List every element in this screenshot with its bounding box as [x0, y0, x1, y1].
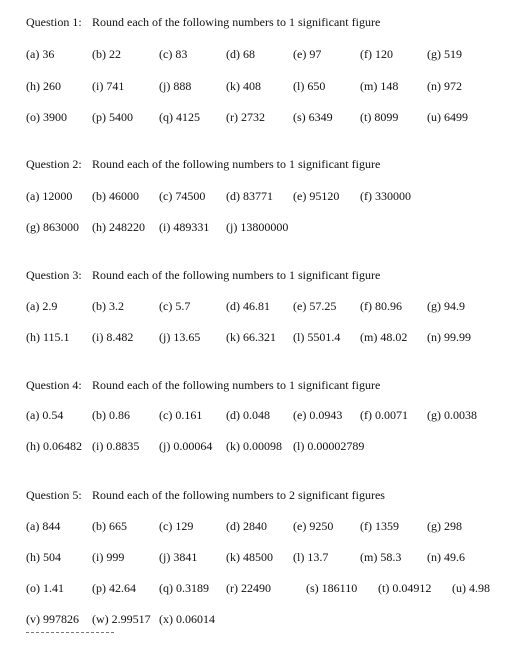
question-label: Question 1: — [26, 15, 82, 29]
question-item: (n) 49.6 — [427, 550, 465, 564]
question-item: (l) 0.00002789 — [293, 439, 365, 453]
question-item: (q) 0.3189 — [159, 581, 209, 595]
question-item: (b) 0.86 — [92, 408, 130, 422]
question-item: (i) 8.482 — [92, 330, 134, 344]
question-item: (j) 888 — [159, 79, 192, 93]
question-item: (q) 4125 — [159, 110, 200, 124]
question-item: (i) 489331 — [159, 220, 210, 234]
question-item: (m) 58.3 — [360, 550, 402, 564]
question-item: (l) 5501.4 — [293, 330, 341, 344]
question-item: (r) 2732 — [226, 110, 265, 124]
question-item: (e) 57.25 — [293, 299, 337, 313]
question-item: (d) 68 — [226, 47, 255, 61]
question-3-heading — [26, 268, 380, 283]
question-instruction: Round each of the following numbers to 1 significant figure — [92, 268, 381, 282]
question-item: (p) 42.64 — [92, 581, 136, 595]
question-item: (f) 1359 — [360, 519, 399, 533]
question-item: (s) 6349 — [293, 110, 333, 124]
question-item: (e) 97 — [293, 47, 322, 61]
question-item: (r) 22490 — [226, 581, 271, 595]
question-item: (b) 46000 — [92, 189, 139, 203]
question-item: (b) 3.2 — [92, 299, 124, 313]
question-item: (c) 129 — [159, 519, 194, 533]
question-item: (k) 408 — [226, 79, 261, 93]
question-item: (f) 330000 — [360, 189, 411, 203]
question-item: (b) 665 — [92, 519, 127, 533]
question-item: (d) 46.81 — [226, 299, 270, 313]
question-item: (g) 519 — [427, 47, 462, 61]
question-item: (b) 22 — [92, 47, 121, 61]
question-item: (u) 6499 — [427, 110, 468, 124]
question-item: (i) 741 — [92, 79, 125, 93]
question-item: (c) 83 — [159, 47, 188, 61]
question-item: (d) 83771 — [226, 189, 273, 203]
question-item: (g) 863000 — [26, 220, 79, 234]
question-item: (t) 0.04912 — [378, 581, 432, 595]
question-item: (g) 94.9 — [427, 299, 465, 313]
question-item: (u) 4.98 — [452, 581, 490, 595]
question-instruction: Round each of the following numbers to 1 significant figure — [92, 378, 381, 392]
question-item: (w) 2.99517 — [92, 612, 151, 626]
question-item: (s) 186110 — [306, 581, 358, 595]
question-instruction: Round each of the following numbers to 2 significant figures — [92, 488, 385, 502]
question-item: (l) 650 — [293, 79, 326, 93]
question-item: (i) 0.8835 — [92, 439, 140, 453]
question-item: (h) 504 — [26, 550, 61, 564]
question-item: (j) 13.65 — [159, 330, 201, 344]
question-item: (o) 3900 — [26, 110, 67, 124]
question-item: (l) 13.7 — [293, 550, 329, 564]
question-label: Question 5: — [26, 488, 82, 502]
question-item: (j) 13800000 — [226, 220, 289, 234]
question-2-heading — [26, 157, 380, 172]
question-label: Question 4: — [26, 378, 82, 392]
question-item: (h) 248220 — [92, 220, 145, 234]
question-item: (a) 36 — [26, 47, 55, 61]
question-item: (d) 2840 — [226, 519, 267, 533]
question-item: (t) 8099 — [360, 110, 399, 124]
question-item: (x) 0.06014 — [159, 612, 215, 626]
question-item: (m) 148 — [360, 79, 399, 93]
question-item: (j) 3841 — [159, 550, 198, 564]
question-item: (a) 12000 — [26, 189, 73, 203]
question-item: (j) 0.00064 — [159, 439, 213, 453]
question-item: (m) 48.02 — [360, 330, 408, 344]
question-item: (e) 0.0943 — [293, 408, 343, 422]
question-item: (h) 115.1 — [26, 330, 70, 344]
question-item: (a) 844 — [26, 519, 61, 533]
question-item: (p) 5400 — [92, 110, 133, 124]
question-item: (g) 298 — [427, 519, 462, 533]
question-item: (e) 9250 — [293, 519, 334, 533]
question-item: (k) 0.00098 — [226, 439, 282, 453]
question-4-heading — [26, 378, 380, 393]
question-item: (f) 0.0071 — [360, 408, 408, 422]
question-item: (d) 0.048 — [226, 408, 270, 422]
question-1-heading — [26, 15, 380, 30]
question-item: (h) 260 — [26, 79, 61, 93]
question-item: (a) 2.9 — [26, 299, 58, 313]
question-item: (g) 0.0038 — [427, 408, 477, 422]
question-item: (a) 0.54 — [26, 408, 64, 422]
question-item: (f) 120 — [360, 47, 393, 61]
question-item: (n) 972 — [427, 79, 462, 93]
question-item: (e) 95120 — [293, 189, 340, 203]
question-item: (n) 99.99 — [427, 330, 471, 344]
question-label: Question 3: — [26, 268, 82, 282]
question-instruction: Round each of the following numbers to 1 significant figure — [92, 157, 381, 171]
question-instruction: Round each of the following numbers to 1 significant figure — [92, 15, 381, 29]
question-item: (k) 48500 — [226, 550, 273, 564]
question-item: (f) 80.96 — [360, 299, 402, 313]
question-item: (i) 999 — [92, 550, 125, 564]
question-5-heading — [26, 488, 385, 503]
question-item: (v) 997826 — [26, 612, 79, 626]
question-item: (h) 0.06482 — [26, 439, 82, 453]
question-item: (c) 5.7 — [159, 299, 191, 313]
page-divider — [26, 632, 114, 633]
question-item: (c) 74500 — [159, 189, 206, 203]
question-item: (c) 0.161 — [159, 408, 203, 422]
question-item: (k) 66.321 — [226, 330, 276, 344]
question-label: Question 2: — [26, 157, 82, 171]
question-item: (o) 1.41 — [26, 581, 64, 595]
